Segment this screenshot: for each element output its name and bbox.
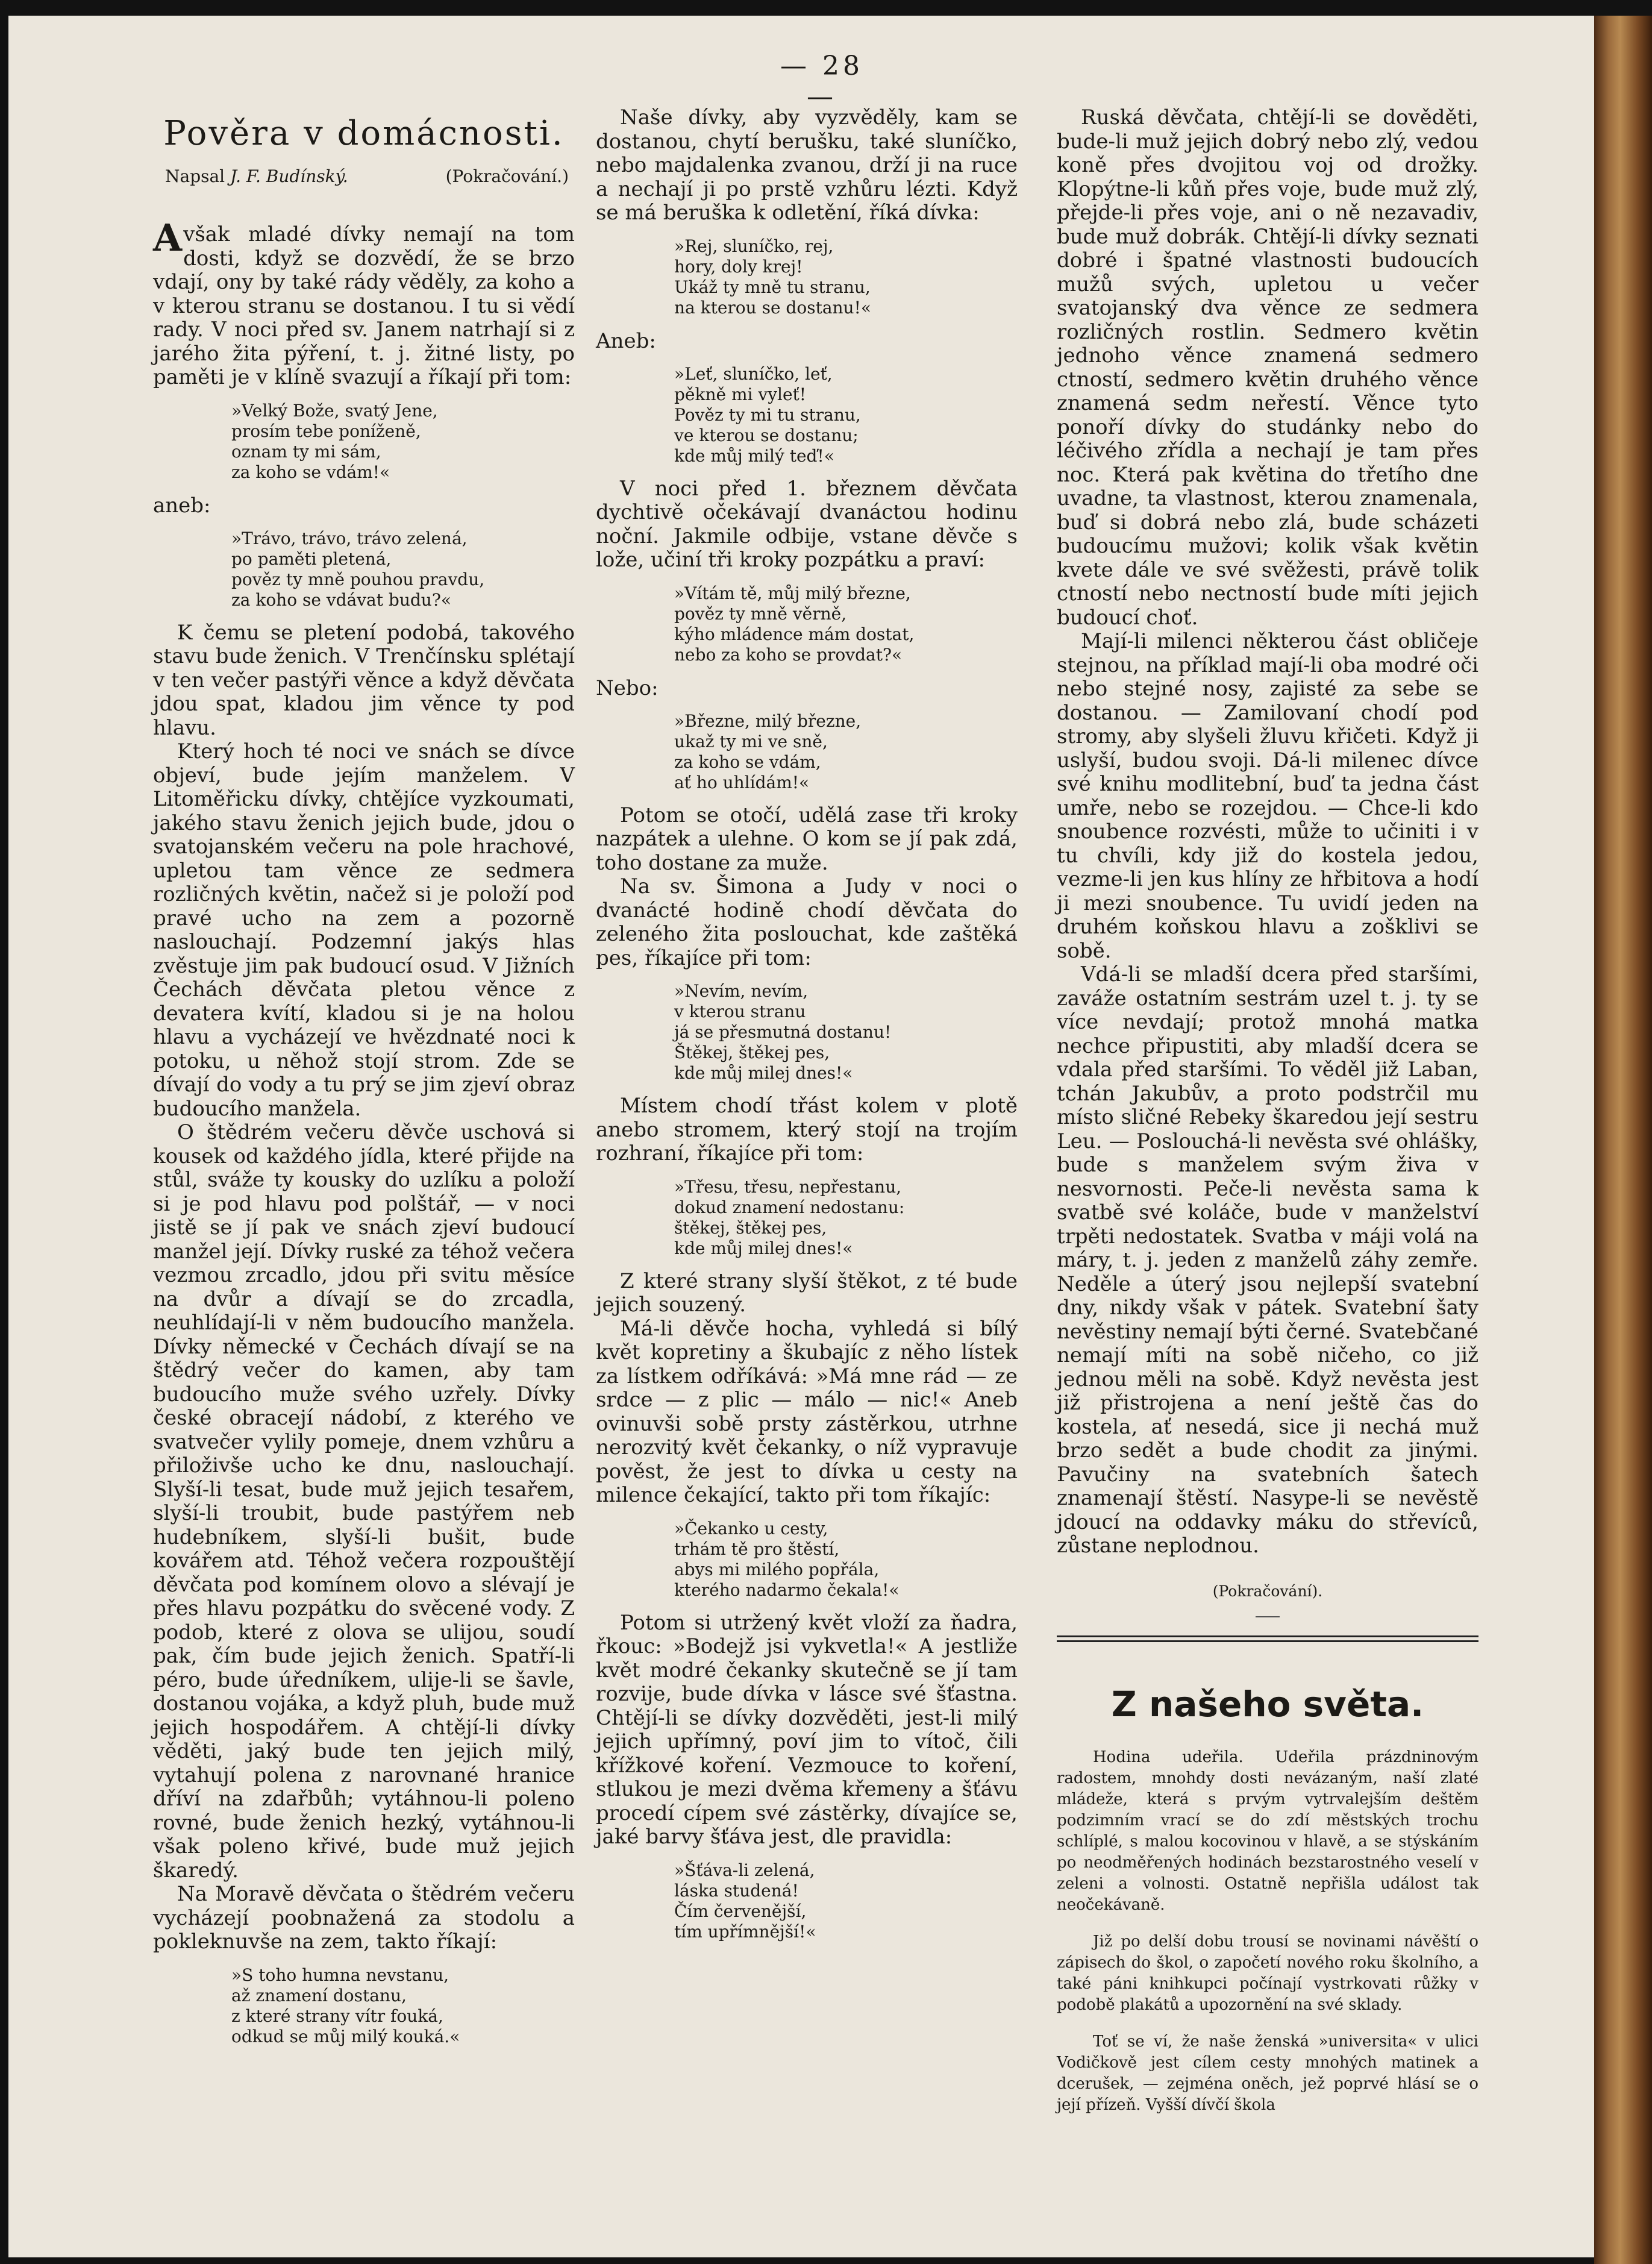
section-body	[1057, 1747, 1478, 2116]
verse-line: »Třesu, třesu, nepřestanu,	[674, 1176, 902, 1197]
verse-line: za koho se vdávat budu?«	[231, 589, 451, 610]
verse-line: v kterou stranu	[674, 1002, 806, 1021]
verse	[674, 711, 1018, 793]
verse-line: »Leť, sluníčko, leť,	[674, 363, 833, 384]
paragraph: K čemu se pletení podobá, takového stavu bude ženich. V Trenčínsku splétají v ten večer pastýři věnce a když děvčata jdou spat, kladou jim věnce ty pod hlavu.	[153, 620, 575, 740]
paragraph: Vdá-li se mladší dcera před staršími, zaváže ostatním sestrám uzel t. j. ty se více nevdají; protož mnohá matka nechce připustiti, aby mladší dcera se vdala před staršími. To věděl již Laban, tchán Jakubův, a proto podstrčil mu místo sličné Rebeky škaredou její sestru Leu. — Poslouchá-li nevěsta své ohlášky, bude s manželem svým živa v nesvornosti. Peče-li nevěsta sama k svatbě své koláče, bude v manželství trpěti nedostatek. Svatba v máji volá na máry, t. j. jeden z manželů záhy zemře. Neděle a úterý jsou nejlepší svatební dny, nikdy však v pátek. Svatební šaty nevěstiny nemají býti černé. Svatebčané nemají míti na sobě ničeho, co již jednou měli na sobě. Když nevěsta jest již přistrojena a není ještě čas do kostela, ať nesedá, sice ji nechá muž brzo sedět a bude chodit za jinými. Pavučiny na svatebních šatech znamenají štěstí. Nasype-li se nevěstě jdoucí na oddavky máku do střevíců, zůstane neplodnou.	[1057, 962, 1478, 1558]
verse-line: hory, doly krej!	[674, 256, 803, 277]
verse-line: na kterou se dostanu!«	[674, 297, 871, 318]
verse-line: pověz ty mně pouhou pravdu,	[231, 569, 485, 589]
author-name: J. F. Budínský.	[230, 166, 348, 186]
dropcap: A	[153, 216, 183, 260]
paragraph: Potom si utržený květ vloží za ňadra, řkouc: »Bodejž jsi vykvetla!« A jestliže květ modré čekanky skutečně se jí tam rozvije, bude dívka v lásce své šťastna. Chtějí-li se dívky dozvěděti, jest-li milý jejich upřímný, poví jim to vítoč, čili křížkové koření. Vezmouce to koření, stlukou je mezi dvěma křemeny a šťávu procedí cípem své zástěrky, dívajíce se, jaké barvy šťáva jest, dle pravidla:	[596, 1610, 1018, 1849]
verse-line: »Vítám tě, můj milý březne,	[674, 583, 911, 603]
verse	[674, 1177, 1018, 1259]
paragraph: Mají-li milenci některou část obličeje stejnou, na příklad mají-li oba modré oči nebo stejné nosy, zajisté za sebe se dostanou. — Zamilovaní chodí pod stromy, aby slyšeli žluvu křičeti. Když ji uslyší, budou svoji. Dá-li milenec dívce své knihu modlitební, buď ta jedna část umře, nebo se rozejdou. — Chce-li kdo snoubence rozvésti, může to učiniti i v tu chvíli, kdy již do kostela jedou, vezme-li jen kus hlíny ze hřbitova a hodí ji mezi snoubence. Tu uvidí jeden na druhém koňskou hlavu a zošklivi se sobě.	[1057, 629, 1478, 963]
verse-line: až znamení dostanu,	[231, 1985, 407, 2005]
article-title: Pověra v domácnosti.	[163, 114, 565, 153]
column-left	[153, 106, 575, 2058]
verse-line: Pověz ty mi tu stranu,	[674, 404, 861, 425]
verse-line: kterého nadarmo čekala!«	[674, 1579, 900, 1600]
paragraph: O štědrém večeru děvče uschová si kousek od každého jídla, které přijde na stůl, sváže ty kousky do uzlíku a položí si je pod hlavu pod polštář, — v noci jistě se jí pak ve snách zjeví budoucí manžel její. Dívky ruské za téhož večera vezmou zrcadlo, jdou při svitu měsíce na dvůr a dívají se do zrcadla, neuhlídají-li v něm budoucího manžela. Dívky německé v Čechách dívají se na štědrý večer do kamen, aby tam budoucího muže svého uzřely. Dívky české obracejí nádobí, z kterého ve svatvečer vylily pomeje, dnem vzhůru a přiloživše ucho ke dnu, naslouchají. Slyší-li tesat, bude muž jejich tesařem, slyší-li troubit, bude pastýřem neb hudebníkem, slyší-li bušit, bude kovářem atd. Téhož večera rozpouštějí děvčata pod komínem olovo a slévají je přes hlavu pozpátku do svěcené vody. Z podob, které z olova se ulijou, soudí pak, čím bude jejich ženich. Spatří-li péro, bude úředníkem, ulije-li se šavle, dostanou vojáka, a když pluh, bude muž jejich hospodářem. A chtějí-li dívky věděti, jaký bude ten jejich milý, vytahují polena z narovnané hranice dříví na zdařbůh; vytáhnou-li poleno rovné, bude ženich hezký, vytáhnou-li však poleno křivé, bude muž jejich škaredý.	[153, 1120, 575, 1883]
paragraph: Na Moravě děvčata o štědrém večeru vycházejí poobnažená za stodolu a pokleknuvše na zem, takto říkají:	[153, 1882, 575, 1954]
byline-text	[165, 166, 348, 187]
section-title: Z našeho světa.	[1111, 1683, 1424, 1725]
verse-line: po paměti pletená,	[231, 548, 392, 569]
verse	[674, 981, 1018, 1083]
paragraph: Z které strany slyší štěkot, z té bude jejich souzený.	[596, 1268, 1018, 1317]
verse	[674, 364, 1018, 466]
verse-line: »Šťáva-li zelená,	[674, 1860, 815, 1880]
continuation-note-end: (Pokračování).	[1212, 1582, 1323, 1600]
column-middle	[596, 106, 1018, 1953]
verse-line: »Nevím, nevím,	[674, 981, 809, 1001]
verse-line: kde můj milý teď!«	[674, 445, 834, 466]
verse-label: Aneb:	[596, 328, 656, 353]
section-rule	[1057, 1635, 1478, 1642]
verse-label: aneb:	[153, 493, 211, 518]
verse-line: oznam ty mi sám,	[231, 441, 381, 462]
verse-line: kýho mládence mám dostat,	[674, 624, 915, 644]
continuation-note: (Pokračování.)	[445, 166, 569, 186]
verse-line: trhám tě pro štěstí,	[674, 1538, 840, 1559]
column-right	[1057, 106, 1478, 2131]
verse-line: »Čekanko u cesty,	[674, 1518, 828, 1538]
paragraph: Na sv. Šimona a Judy v noci o dvanácté hodině chodí děvčata do zeleného žita poslouchat, kde zaštěká pes, říkajíce při tom:	[596, 874, 1018, 970]
newspaper-page	[8, 16, 1594, 2257]
verse	[674, 1519, 1018, 1601]
verse-label: Nebo:	[596, 676, 659, 700]
verse-line: já se přesmutná dostanu!	[674, 1022, 892, 1042]
page-number: — 28 —	[780, 51, 863, 112]
verse-line: »Rej, sluníčko, rej,	[674, 236, 834, 256]
verse	[674, 1860, 1018, 1942]
verse-line: »Velký Bože, svatý Jene,	[231, 400, 438, 421]
paragraph: Potom se otočí, udělá zase tři kroky nazpátek a ulehne. O kom se jí pak zdá, toho dostane za muže.	[596, 803, 1018, 875]
verse	[674, 583, 1018, 665]
verse-line: »S toho humna nevstanu,	[231, 1965, 449, 1985]
verse-line: z které strany vítr fouká,	[231, 2005, 443, 2026]
verse-line: ve kterou se dostanu;	[674, 425, 859, 445]
verse-line: nebo za koho se provdat?«	[674, 644, 903, 665]
verse-line: odkud se můj milý kouká.«	[231, 2026, 460, 2046]
paragraph: Toť se ví, že naše ženská »universita« v ulici Vodičkově jest cílem cesty mnohých matinek a dcerušek, — zejména oněch, jež poprvé hlásí se o její přízeň. Vyšší dívčí škola	[1057, 2032, 1478, 2114]
verse-line: tím upřímnější!«	[674, 1921, 816, 1942]
verse-line: kde můj milej dnes!«	[674, 1238, 853, 1258]
verse-line: prosím tebe poníženě,	[231, 421, 421, 441]
paragraph: Hodina udeřila. Udeřila prázdninovým radostem, mnohdy dosti nevázaným, naší zlaté mládeže, která s prvým vytrvalejším deštěm podzimním vrací se do zdí městských trochu schlíplé, s malou kocovinou v hlavě, a se stýskáním po neodměřených hodinách bezstarostného veselí v zeleni a volnosti. Ostatně nepřišla událost tak neočekávaně.	[1057, 1748, 1478, 1914]
verse-line: pěkně mi vyleť!	[674, 384, 807, 404]
verse-line: kde můj milej dnes!«	[674, 1063, 853, 1083]
paragraph-text: však mladé dívky nemají na tom dosti, když se dozvědí, že se brzo vdají, ony by také rády věděly, za koho a v kterou stranu se dostanou. I tu si vědí rady. V noci před sv. Janem natrhají si z jarého žita pýření, t. j. žitné listy, po paměti je v klíně svazují a říkají při tom:	[153, 222, 575, 389]
byline-prefix: Napsal	[165, 166, 225, 186]
paragraph: Ruská děvčata, chtějí-li se dověděti, bude-li muž jejich dobrý nebo zlý, vedou koně přes dvojitou voj od drožky. Klopýtne-li kůň přes voje, bude muž zlý, přejde-li přes voje, ani o ně nezavadiv, bude muž dobrák. Chtějí-li dívky seznati dobré i špatné vlastnosti budoucích mužů svých, upletou u večer svatojanský dva věnce ze sedmera rozličných rostlin. Sedmero květin jednoho věnce znamená sedmero ctností, sedmero květin druhého věnce znamená sedm neřestí. Věnce tyto ponoří dívky do studánky nebo do léčivého zřídla a nechají je tam přes noc. Která pak květina do třetího dne uvadne, ta vlastnost, kterou znamenala, buď si dobrá nebo zlá, bude scházeti budoucímu mužovi; kolik však květin kvete dále ve své svěžesti, právě tolik ctností nebo nectností bude míti jejich budoucí choť.	[1057, 105, 1478, 630]
verse-line: »Trávo, trávo, trávo zelená,	[231, 528, 468, 548]
paragraph: Naše dívky, aby vyzvěděly, kam se dostanou, chytí berušku, také sluníčko, nebo majdalenka zvanou, drží ji na ruce a nechají ji po prstě vzhůru lézti. Když se má beruška k odletění, říká dívka:	[596, 105, 1018, 225]
verse-line: láska studená!	[674, 1880, 799, 1901]
verse-line: dokud znamení nedostanu:	[674, 1197, 905, 1217]
verse	[231, 401, 575, 483]
verse-line: Čím červenější,	[674, 1901, 807, 1921]
verse-line: Štěkej, štěkej pes,	[674, 1043, 830, 1062]
verse-line: za koho se vdám!«	[231, 462, 390, 482]
verse-line: pověz ty mně věrně,	[674, 603, 847, 624]
byline	[153, 166, 575, 187]
verse-line: abys mi milého popřála,	[674, 1559, 880, 1579]
paragraph: Místem chodí třást kolem v plotě anebo stromem, který stojí na trojím rozhraní, říkajíce při tom:	[596, 1094, 1018, 1165]
verse-line: ať ho uhlídám!«	[674, 772, 810, 792]
paragraph: Má-li děvče hocha, vyhledá si bílý květ kopretiny a škubajíc z něho lístek za lístkem odříkává: »Má mne rád — ze srdce — z plic — málo — nic!« Aneb ovinuvši sobě prsty zástěrkou, utrhne nerozvitý květ čekanky, o níž vypravuje pověst, že jest to dívka u cesty na milence čekající, takto při tom říkajíc:	[596, 1316, 1018, 1507]
paragraph: Již po delší dobu trousí se novinami návěští o zápisech do škol, o započetí nového roku školního, a také páni knihkupci počínají vystrkovati růžky v podobě plakátů a upozornění na své sklady.	[1057, 1932, 1478, 2014]
binding-edge	[1594, 16, 1652, 2264]
paragraph: V noci před 1. březnem děvčata dychtivě očekávají dvanáctou hodinu noční. Jakmile odbije, vstane děvče s lože, učiní tři kroky pozpátku a praví:	[596, 476, 1018, 572]
verse-line: »Březne, milý březne,	[674, 710, 862, 731]
verse	[231, 528, 575, 610]
paragraph: Který hoch té noci ve snách se dívce objeví, bude jejím manželem. V Litoměřicku dívky, chtějíce vyzkoumati, jakého stavu ženich jejich bude, jdou o svatojanském večeru na pole hrachové, upletou tam věnce ze sedmera rozličných květin, načež si je položí pod pravé ucho na zem a pozorně naslouchají. Podzemní jakýs hlas zvěstuje jim pak budoucí osud. V Jižních Čechách děvčata pletou věnce z devatera kvítí, kladou si je na holou hlavu a vycházejí ve hvězdnaté noci k potoku, u něhož stojí strom. Zde se dívají do vody a tu prý se jim zjeví obraz budoucího manžela.	[153, 739, 575, 1121]
paragraph	[153, 216, 575, 390]
verse	[231, 1965, 575, 2047]
verse-line: štěkej, štěkej pes,	[674, 1217, 827, 1238]
divider	[1256, 1616, 1280, 1617]
verse	[674, 236, 1018, 318]
verse-line: Ukáž ty mně tu stranu,	[674, 277, 871, 297]
verse-line: za koho se vdám,	[674, 751, 821, 772]
verse-line: ukaž ty mi ve sně,	[674, 731, 828, 751]
